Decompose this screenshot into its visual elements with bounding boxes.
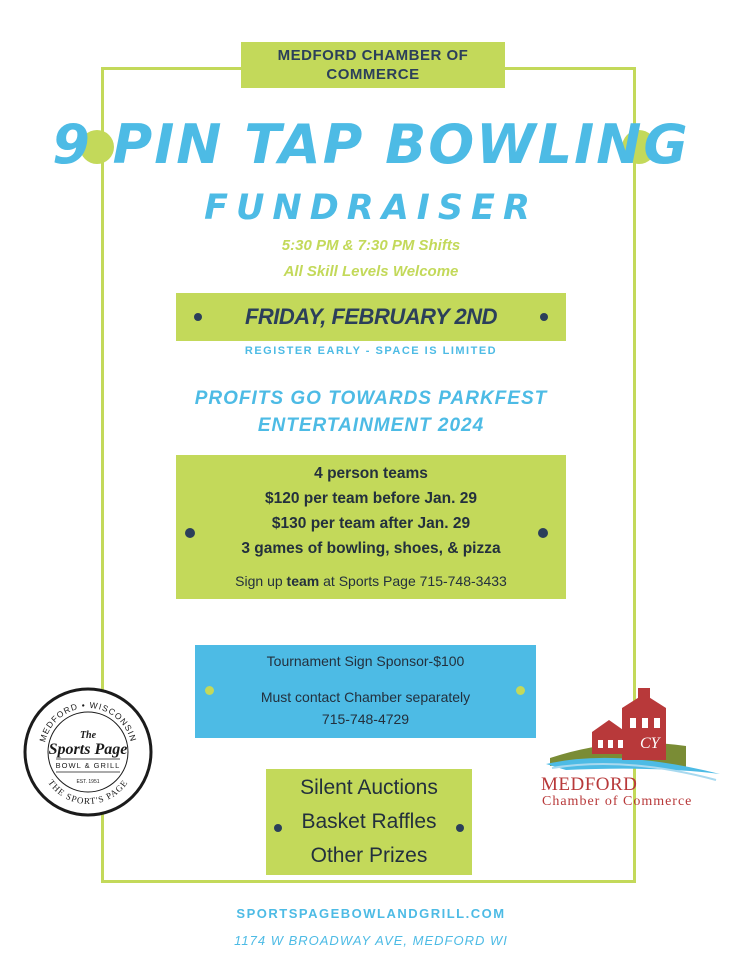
logo-name: Sports Page: [48, 741, 128, 758]
logo-est: EST. 1951: [76, 779, 100, 785]
event-date: FRIDAY, FEBRUARY 2ND: [244, 304, 497, 329]
prizes-box: [266, 769, 472, 875]
sponsor-info-box: [195, 645, 536, 738]
organizer-line-1: MEDFORD CHAMBER OF: [277, 47, 469, 64]
sponsor-contact: Must contact Chamber separately: [260, 689, 471, 705]
svg-text:CY: CY: [640, 735, 660, 752]
signup-bold: team: [286, 573, 320, 589]
register-notice: REGISTER EARLY - SPACE IS LIMITED: [244, 345, 498, 357]
organizer-line-2: COMMERCE: [326, 66, 420, 83]
venue-address: 1174 W BROADWAY AVE, MEDFORD WI: [234, 933, 508, 948]
sponsor-phone: 715-748-4729: [321, 711, 410, 727]
package-includes: 3 games of bowling, shoes, & pizza: [241, 540, 501, 557]
website-link[interactable]: SPORTSPAGEBOWLANDGRILL.COM: [236, 906, 506, 921]
prize-basket-raffles: Basket Raffles: [301, 810, 437, 833]
profits-line-1: PROFITS GO TOWARDS PARKFEST: [194, 388, 548, 409]
logo-top-text: MEDFORD • WISCONSIN: [37, 699, 139, 744]
bullet-icon: [194, 313, 202, 321]
prize-other: Other Prizes: [310, 844, 428, 867]
logo-bottom-text: THE SPORT'S PAGE: [46, 777, 130, 807]
price-late: $130 per team after Jan. 29: [271, 515, 471, 532]
logo-the: The: [79, 730, 97, 741]
profits-statement: [0, 385, 742, 439]
signup-prefix: Sign up: [235, 573, 287, 589]
bullet-icon: [185, 528, 195, 538]
event-date-banner: [176, 293, 566, 341]
event-subtitle: FUNDRAISER: [204, 188, 538, 228]
bullet-icon: [538, 528, 548, 538]
bullet-icon: [456, 824, 464, 832]
shift-times: 5:30 PM & 7:30 PM Shifts: [281, 237, 461, 254]
price-early: $120 per team before Jan. 29: [265, 490, 477, 507]
signup-suffix: at Sports Page 715-748-3433: [319, 573, 507, 589]
sports-page-logo: [22, 686, 154, 818]
teams-details: [176, 461, 566, 561]
logo-sub: BOWL & GRILL: [55, 761, 121, 770]
bullet-icon: [540, 313, 548, 321]
profits-line-2: ENTERTAINMENT 2024: [257, 415, 485, 436]
bullet-icon: [205, 686, 214, 695]
chamber-logo-name: MEDFORD: [541, 774, 638, 795]
signup-info: [176, 573, 566, 589]
chamber-logo: [536, 686, 738, 816]
sponsor-price: Tournament Sign Sponsor-$100: [266, 653, 465, 669]
chamber-logo-sub: Chamber of Commerce: [542, 794, 693, 809]
event-title: 9 PIN TAP BOWLING: [52, 113, 690, 176]
prize-silent-auctions: Silent Auctions: [300, 776, 438, 799]
skill-levels: All Skill Levels Welcome: [283, 263, 459, 280]
bullet-icon: [274, 824, 282, 832]
team-size: 4 person teams: [314, 465, 428, 482]
organizer-banner: [241, 42, 505, 88]
bullet-icon: [516, 686, 525, 695]
teams-info-box: [176, 455, 566, 599]
